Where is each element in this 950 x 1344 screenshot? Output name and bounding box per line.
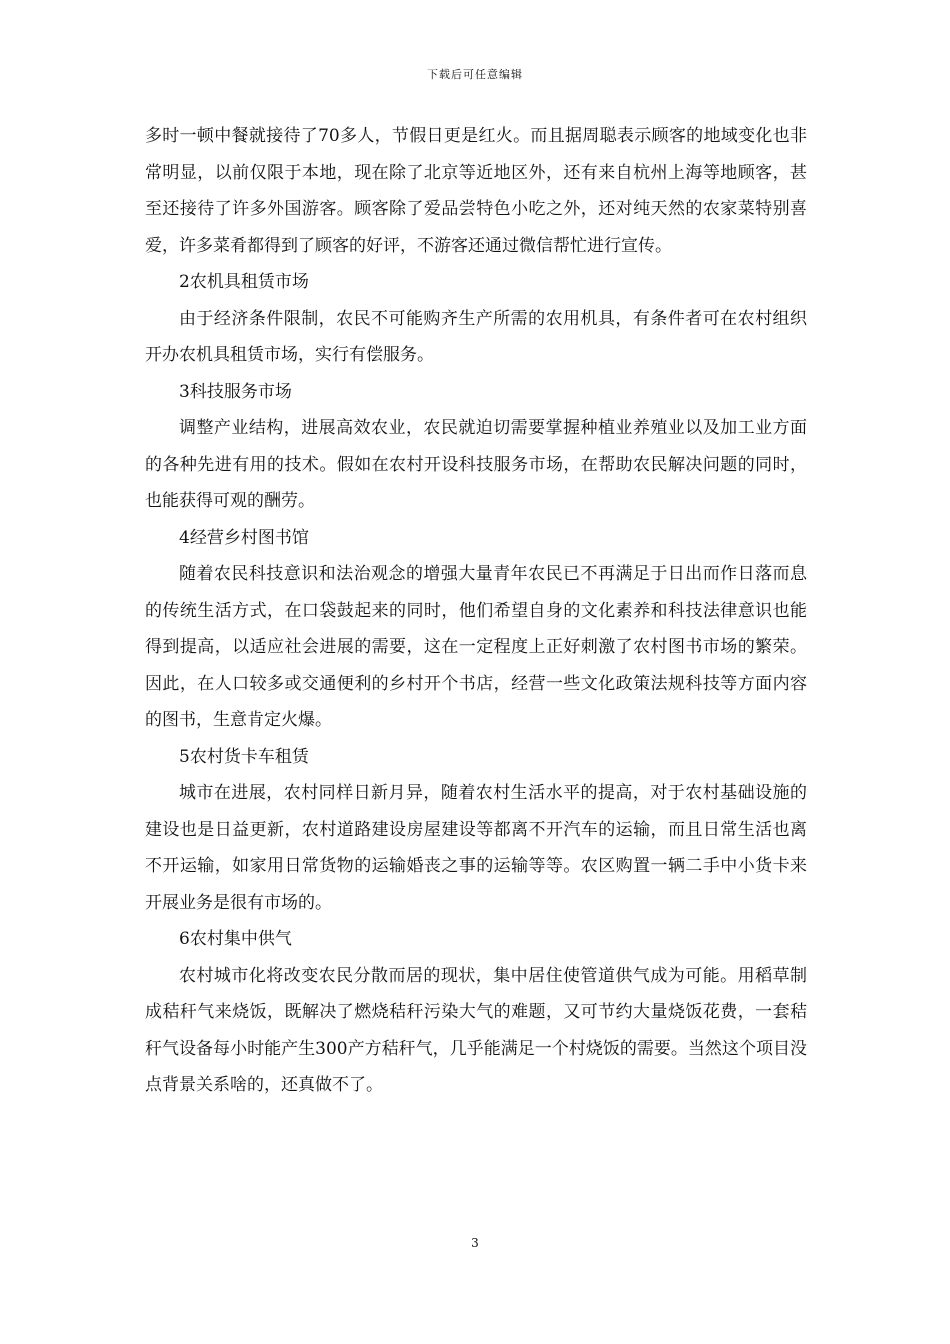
paragraph-4: 随着农民科技意识和法治观念的增强大量青年农民已不再满足于日出而作日落而息的传统生活方式，在口袋鼓起来的同时，他们希望自身的文化素养和科技法律意识也能得到提高，以适应社会进展的需要，这在一定程度上正好刺激了农村图书市场的繁荣。因此，在人口较多或交通便利的乡村开个书店，经营一些文化政策法规科技等方面内容的图书，生意肯定火爆。 — [145, 564, 807, 730]
section-heading-5: 5农村货卡车租赁 — [179, 746, 309, 767]
paragraph-6: 农村城市化将改变农民分散而居的现状，集中居住使管道供气成为可能。用稻草制成秸秆气来烧饭，既解决了燃烧秸秆污染大气的难题，又可节约大量烧饭花费，一套秸秆气设备每小时能产生300产方秸秆气，几乎能满足一个村烧饭的需要。当然这个项目没点背景关系啥的，还真做不了。 — [145, 965, 807, 1095]
paragraph-continued: 多时一顿中餐就接待了70多人，节假日更是红火。而且据周聪表示顾客的地域变化也非常明显，以前仅限于本地，现在除了北京等近地区外，还有来自杭州上海等地顾客，甚至还接待了许多外国游客。顾客除了爱品尝特色小吃之外，还对纯天然的农家菜特别喜爱，许多菜肴都得到了顾客的好评，不游客还通过微信帮忙进行宣传。 — [145, 126, 807, 256]
document-body — [145, 118, 807, 1104]
section-heading-4: 4经营乡村图书馆 — [179, 527, 309, 548]
section-heading-3: 3科技服务市场 — [179, 381, 292, 402]
header-note: 下载后可任意编辑 — [427, 68, 523, 81]
paragraph-3: 调整产业结构，进展高效农业，农民就迫切需要掌握种植业养殖业以及加工业方面的各种先进有用的技术。假如在农村开设科技服务市场，在帮助农民解决问题的同时，也能获得可观的酬劳。 — [145, 418, 807, 511]
page-number: 3 — [471, 1236, 479, 1250]
paragraph-5: 城市在进展，农村同样日新月异，随着农村生活水平的提高，对于农村基础设施的建设也是日益更新，农村道路建设房屋建设等都离不开汽车的运输，而且日常生活也离不开运输，如家用日常货物的运输婚丧之事的运输等等。农区购置一辆二手中小货卡来开展业务是很有市场的。 — [145, 783, 807, 913]
section-heading-6: 6农村集中供气 — [179, 929, 292, 949]
section-heading-2: 2农机具租赁市场 — [179, 272, 309, 292]
paragraph-2: 由于经济条件限制，农民不可能购齐生产所需的农用机具，有条件者可在农村组织开办农机具租赁市场，实行有偿服务。 — [145, 308, 807, 365]
